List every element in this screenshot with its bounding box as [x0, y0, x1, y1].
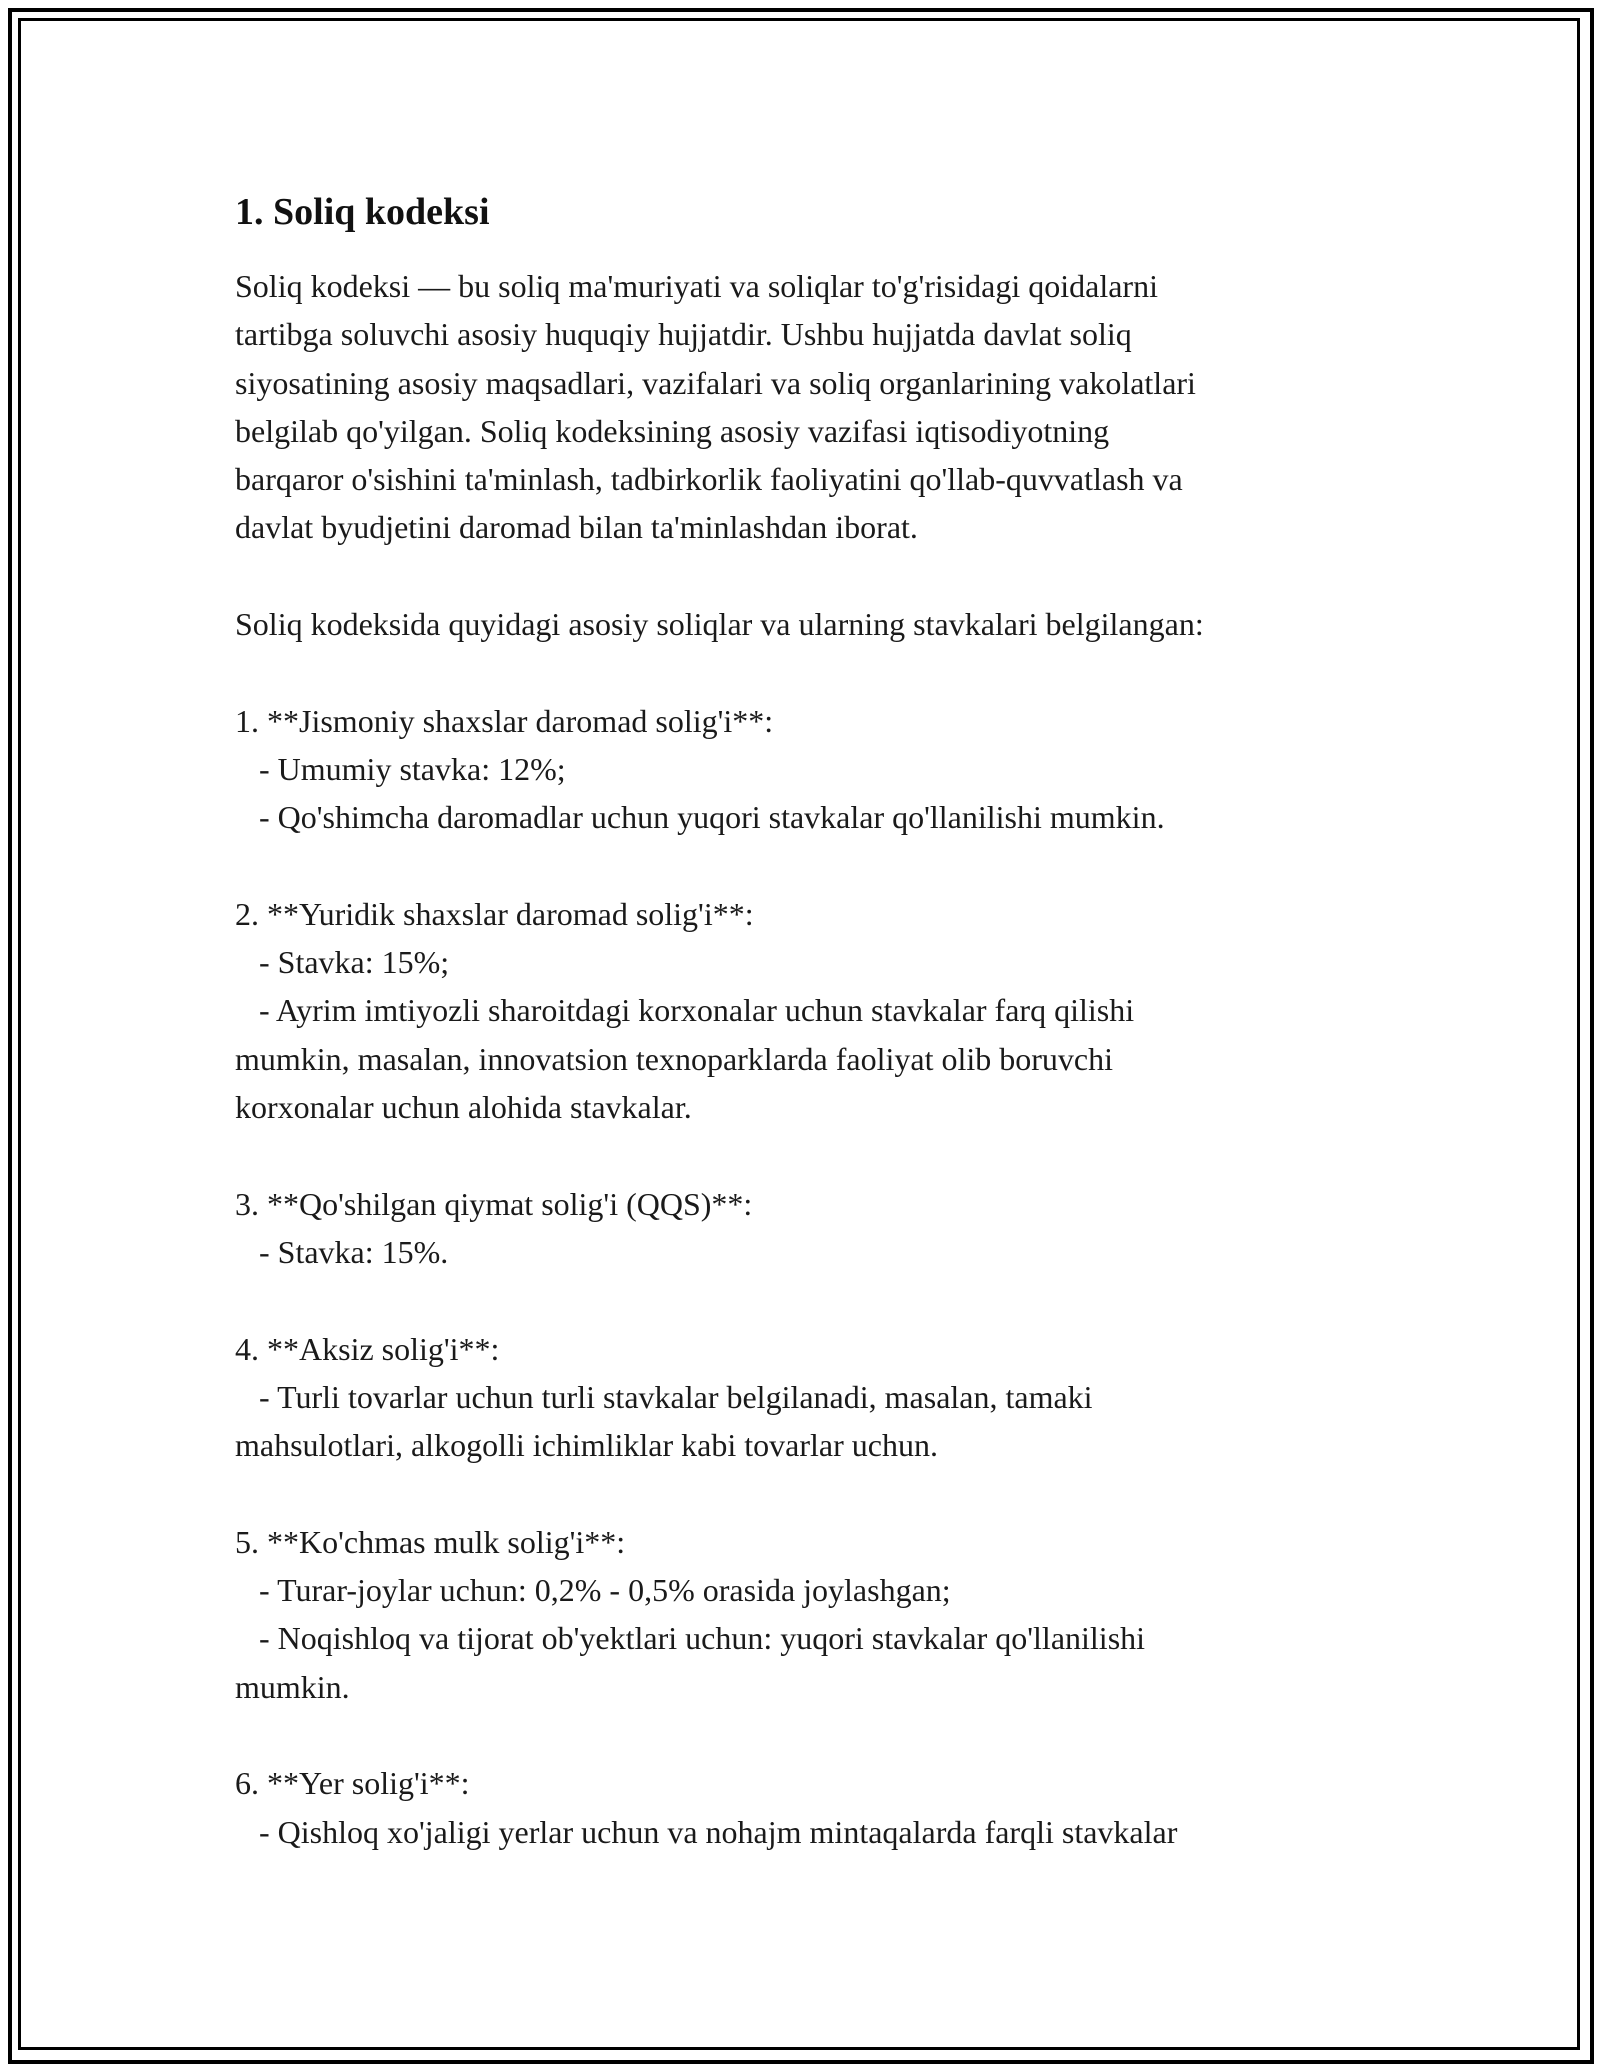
tax-item-6 — [235, 1759, 1365, 1856]
tax-item-5 — [235, 1518, 1365, 1711]
tax-item-line: - Umumiy stavka: 12%; — [235, 750, 566, 787]
tax-item-title: 2. **Yuridik shaxslar daromad solig'i**: — [235, 895, 754, 932]
lead-paragraph: Soliq kodeksida quyidagi asosiy soliqlar va ularning stavkalari belgilangan: — [235, 606, 1204, 643]
tax-item-2 — [235, 890, 1365, 1131]
intro-line: tartibga soluvchi asosiy huquqiy hujjatdir. Ushbu hujjatda davlat soliq — [235, 316, 1132, 353]
tax-item-line: mumkin, masalan, innovatsion texnoparklarda faoliyat olib boruvchi — [235, 1040, 1114, 1077]
tax-item-line: - Stavka: 15%; — [235, 944, 450, 981]
tax-item-title: 1. **Jismoniy shaxslar daromad solig'i**: — [235, 702, 774, 739]
tax-item-line: korxonalar uchun alohida stavkalar. — [235, 1089, 692, 1126]
tax-item-line: - Stavka: 15%. — [235, 1233, 449, 1270]
tax-item-line: - Noqishloq va tijorat ob'yektlari uchun: yuqori stavkalar qo'llanilishi — [235, 1620, 1146, 1657]
tax-item-4 — [235, 1325, 1365, 1470]
spacer — [235, 648, 1365, 696]
tax-item-line: - Ayrim imtiyozli sharoitdagi korxonalar uchun stavkalar farq qilishi — [235, 992, 1135, 1029]
spacer — [235, 1131, 1365, 1179]
intro-line: Soliq kodeksi — bu soliq ma'muriyati va soliqlar to'g'risidagi qoidalarni — [235, 268, 1158, 304]
intro-line: belgilab qo'yilgan. Soliq kodeksining asosiy vazifasi iqtisodiyotning — [235, 412, 1110, 449]
tax-item-title: 4. **Aksiz solig'i**: — [235, 1330, 500, 1367]
document-body — [235, 188, 1365, 1856]
intro-paragraph — [235, 262, 1365, 552]
tax-item-line: - Qo'shimcha daromadlar uchun yuqori stavkalar qo'llanilishi mumkin. — [235, 799, 1165, 836]
tax-item-line: mahsulotlari, alkogolli ichimliklar kabi tovarlar uchun. — [235, 1427, 938, 1464]
tax-item-title: 5. **Ko'chmas mulk solig'i**: — [235, 1523, 626, 1560]
tax-item-1 — [235, 697, 1365, 842]
intro-line: davlat byudjetini daromad bilan ta'minlashdan iborat. — [235, 509, 918, 546]
spacer — [235, 1469, 1365, 1517]
intro-line: barqaror o'sishini ta'minlash, tadbirkorlik faoliyatini qo'llab-quvvatlash va — [235, 461, 1183, 498]
tax-item-line: mumkin. — [235, 1668, 350, 1705]
spacer — [235, 842, 1365, 890]
spacer — [235, 552, 1365, 600]
page-title: 1. Soliq kodeksi — [235, 191, 490, 233]
tax-item-line: - Qishloq xo'jaligi yerlar uchun va nohajm mintaqalarda farqli stavkalar — [235, 1813, 1178, 1850]
intro-line: siyosatining asosiy maqsadlari, vazifalari va soliq organlarining vakolatlari — [235, 364, 1196, 401]
spacer — [235, 1276, 1365, 1324]
spacer — [235, 1711, 1365, 1759]
tax-item-title: 6. **Yer solig'i**: — [235, 1765, 470, 1802]
tax-item-line: - Turli tovarlar uchun turli stavkalar belgilanadi, masalan, tamaki — [235, 1378, 1093, 1415]
tax-item-title: 3. **Qo'shilgan qiymat solig'i (QQS)**: — [235, 1185, 753, 1222]
tax-item-3 — [235, 1180, 1365, 1277]
tax-item-line: - Turar-joylar uchun: 0,2% - 0,5% orasida joylashgan; — [235, 1572, 951, 1609]
